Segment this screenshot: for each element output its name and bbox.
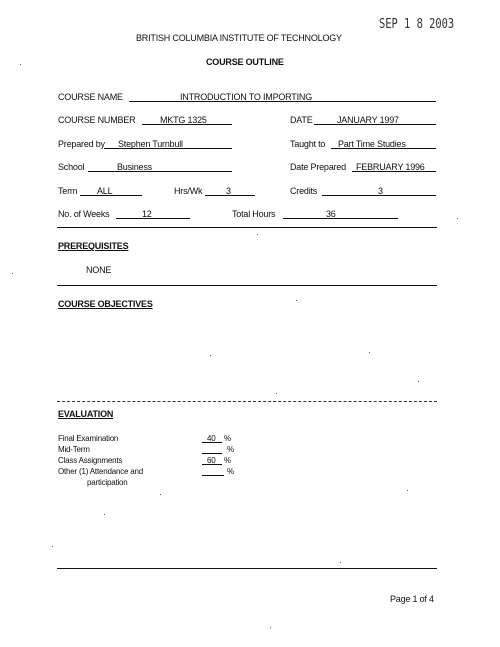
scan-speck [369,352,370,353]
course-name-value: INTRODUCTION TO IMPORTING [180,92,313,102]
scan-speck [340,562,341,563]
course-name-label: COURSE NAME [58,92,123,102]
credits-label: Credits [290,186,318,196]
scan-speck [257,234,258,235]
scan-speck [407,490,408,491]
total-hours-label: Total Hours [232,209,276,219]
scan-speck [160,494,161,495]
date-received-stamp: SEP 1 8 2003 [379,17,455,32]
school-label: School [58,162,85,172]
weeks-line [116,208,190,219]
date-label: DATE [290,115,313,125]
evaluation-row-value: 40 [207,434,216,443]
scan-speck [296,300,297,301]
total-hours-value: 36 [326,209,336,219]
percent-sign: % [224,434,231,443]
percent-sign: % [224,456,231,465]
taught-to-label: Taught to [290,139,326,149]
percent-sign: % [227,445,234,454]
scan-speck [270,627,271,628]
scan-speck [276,393,277,394]
scan-speck [210,355,211,356]
evaluation-value-line [202,444,222,454]
scan-speck [12,273,13,274]
scan-speck [457,218,458,219]
term-value: ALL [97,186,113,196]
term-label: Term [58,186,78,196]
evaluation-heading: EVALUATION [58,409,114,419]
evaluation-row-label-continuation: participation [87,478,128,487]
taught-to-value: Part Time Studies [338,139,406,149]
document-title: COURSE OUTLINE [206,57,284,67]
section-divider [57,401,437,402]
scan-speck [52,546,53,547]
prerequisites-value: NONE [86,265,112,275]
course-number-value: MKTG 1325 [160,115,207,125]
evaluation-row-label: Final Examination [58,434,119,443]
hrs-wk-label: Hrs/Wk [174,186,203,196]
hrs-wk-value: 3 [226,186,231,196]
page-number: Page 1 of 4 [390,594,434,604]
scan-speck [418,381,419,382]
date-value: JANUARY 1997 [337,115,399,125]
prepared-by-label: Prepared by [58,139,105,149]
scan-speck [104,514,105,515]
school-value: Business [117,162,152,172]
weeks-label: No. of Weeks [58,209,110,219]
section-divider [57,227,437,228]
percent-sign: % [227,467,234,476]
evaluation-value-line [202,466,224,476]
weeks-value: 12 [142,209,152,219]
credits-value: 3 [378,186,383,196]
prerequisites-heading: PREREQUISITES [58,241,129,251]
evaluation-row-value: 60 [207,456,216,465]
evaluation-row-label: Mid-Term [58,445,90,454]
course-number-label: COURSE NUMBER [58,115,136,125]
total-hours-line [283,208,398,219]
school-line [88,161,232,172]
date-prepared-label: Date Prepared [290,162,346,172]
section-divider [57,285,437,286]
evaluation-row-label: Other (1) Attendance and [58,467,144,476]
course-objectives-heading: COURSE OBJECTIVES [58,299,153,309]
section-divider [57,568,437,569]
evaluation-row-label: Class Assignments [58,456,123,465]
institute-name: BRITISH COLUMBIA INSTITUTE OF TECHNOLOGY [136,33,342,43]
date-prepared-value: FEBRUARY 1996 [356,162,425,172]
prepared-by-value: Stephen Turnbull [118,139,183,149]
scan-speck [20,64,21,65]
